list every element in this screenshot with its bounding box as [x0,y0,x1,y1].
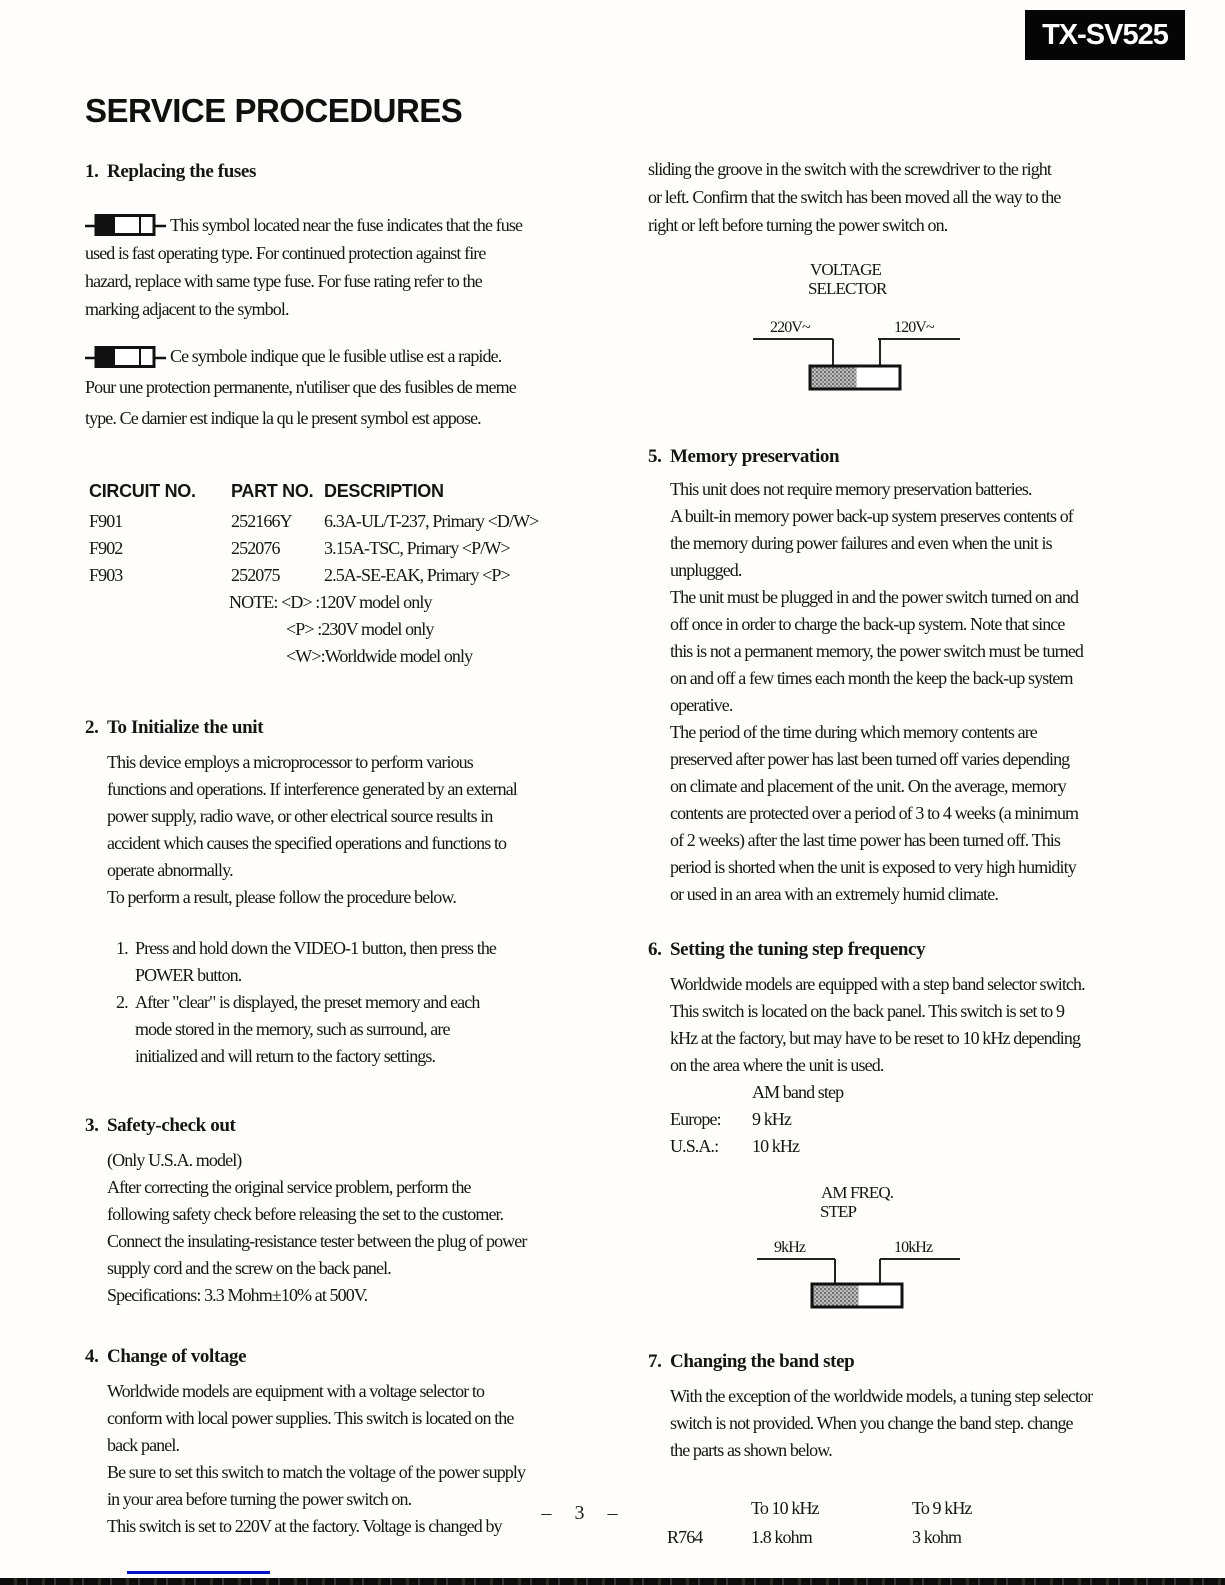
section-number: 2. [85,717,99,738]
figure-title-line1: VOLTAGE [810,260,882,279]
body-line: Be sure to set this switch to match the voltage of the power supply [107,1462,526,1482]
part-value: 3 kohm [912,1527,962,1547]
body-line: conform with local power supplies. This switch is located on the [107,1408,514,1428]
list-number: 2. [116,992,128,1012]
region-label: U.S.A.: [670,1136,719,1156]
part-no: 252075 [231,565,280,585]
body-line: right or left before turning the power switch on. [648,215,948,235]
am-band-step-label: AM band step [752,1082,844,1102]
body-line: operate abnormally. [107,860,233,880]
body-line: in your area before turning the power switch on. [107,1489,412,1509]
region-label: Europe: [670,1109,721,1129]
body-line: The unit must be plugged in and the power switch turned on and [670,587,1079,607]
section-title: Replacing the fuses [107,161,257,182]
body-line: this is not a permanent memory, the power switch must be turned [670,641,1084,661]
section-6-body [670,971,1113,1160]
section-number: 6. [648,939,662,960]
body-line: off once in order to charge the back-up system. Note that since [670,614,1065,634]
section-number: 4. [85,1346,99,1367]
column-header: DESCRIPTION [324,481,444,501]
left-switch-label: 220V~ [770,319,810,336]
body-line: power supply, radio wave, or other electrical source results in [107,806,493,826]
fuse-symbol-icon [85,212,167,238]
table-row [89,535,568,562]
body-line: kHz at the factory, but may have to be reset to 10 kHz depending [670,1028,1081,1048]
fuse-paragraph-fr [85,341,568,434]
footer-blue-line [127,1571,270,1574]
body-line: (Only U.S.A. model) [107,1150,242,1170]
switch-knob [812,368,857,388]
body-line: switch is not provided. When you change the band step. change [670,1413,1073,1433]
step-value: 9 kHz [752,1109,791,1129]
section-5-body [670,476,1113,908]
table-row [89,508,568,535]
body-line: on climate and placement of the unit. On the average, memory [670,776,1066,796]
section-1-heading [85,158,568,185]
list-number: 1. [116,938,128,958]
body-line: Specifications: 3.3 Mohm±10% at 500V. [107,1285,368,1305]
section-title: Changing the band step [670,1351,855,1372]
section-title: Setting the tuning step frequency [670,939,926,960]
body-line: period is shorted when the unit is exposed to very high humidity [670,857,1076,877]
section-title: To Initialize the unit [107,717,264,738]
description: 3.15A-TSC, Primary <P/W> [324,538,510,558]
body-line: Ce symbole indique que le fusible utlise est a rapide. [170,346,502,366]
section-number: 5. [648,446,662,467]
right-switch-label: 10kHz [894,1239,933,1256]
body-line: of 2 weeks) after the last time power has been turned off. This [670,830,1060,850]
model-badge: TX-SV525 [1025,10,1185,60]
body-line: or left. Confirm that the switch has been moved all the way to the [648,187,1061,207]
figure-title-line2: STEP [820,1202,857,1221]
description: 2.5A-SE-EAK, Primary <P> [324,565,510,585]
circuit-no: F903 [89,565,123,585]
circuit-no: F902 [89,538,123,558]
body-line: This switch is located on the back panel. This switch is set to 9 [670,1001,1065,1021]
section-3-heading [85,1112,568,1139]
body-line: preserved after power has last been turned off varies depending [670,749,1070,769]
body-line: Worldwide models are equipment with a voltage selector to [107,1381,485,1401]
page-title: SERVICE PROCEDURES [85,92,463,129]
note-line: <P> :230V model only [286,619,434,639]
body-line: initialized and will return to the factory settings. [135,1046,436,1066]
description: 6.3A-UL/T-237, Primary <D/W> [324,511,539,531]
body-line: Press and hold down the VIDEO-1 button, then press the [135,938,497,958]
section-title: Change of voltage [107,1346,247,1367]
part-no: 252166Y [231,511,292,531]
body-line: the memory during power failures and even when the unit is [670,533,1052,553]
body-line: This device employs a microprocessor to perform various [107,752,473,772]
part-ref: R764 [667,1527,703,1547]
section-7-heading [648,1348,1113,1375]
note-line: NOTE: <D> :120V model only [229,592,432,612]
column-header: CIRCUIT NO. [89,481,196,501]
section-number: 1. [85,161,99,182]
band-step-row [670,1133,1113,1160]
body-line: This symbol located near the fuse indicates that the fuse [170,215,523,235]
body-line: used is fast operating type. For continued protection against fire [85,243,486,263]
body-line: back panel. [107,1435,180,1455]
table-row [89,562,568,589]
section-5-heading [648,443,1113,470]
column-header: To 9 kHz [912,1498,972,1518]
voltage-selector-switch-figure [748,255,963,395]
section-6-heading [648,936,1113,963]
section-title: Safety-check out [107,1115,236,1136]
section-2-heading [85,714,568,741]
section-number: 7. [648,1351,662,1372]
section-title: Memory preservation [670,446,840,467]
body-line: type. Ce darnier est indique la qu le present symbol est appose. [85,408,481,428]
init-procedure-list [116,935,568,1070]
body-line: marking adjacent to the symbol. [85,299,289,319]
body-line: This unit does not require memory preservation batteries. [670,479,1032,499]
table-row [667,1523,1113,1552]
column-header: PART NO. [231,481,314,501]
body-line: With the exception of the worldwide models, a tuning step selector [670,1386,1093,1406]
figure-title-line1: AM FREQ. [821,1183,894,1202]
body-line: The period of the time during which memory contents are [670,722,1037,742]
section-number: 3. [85,1115,99,1136]
body-line: This switch is set to 220V at the factory. Voltage is changed by [107,1516,502,1536]
body-line: mode stored in the memory, such as surround, are [135,1019,450,1039]
left-switch-label: 9kHz [774,1239,806,1256]
body-line: A built-in memory power back-up system preserves contents of [670,506,1073,526]
part-value: 1.8 kohm [751,1527,812,1547]
body-line: Connect the insulating-resistance tester between the plug of power [107,1231,527,1251]
fuse-parts-table [89,478,568,670]
section-3-body [107,1147,568,1309]
list-item [116,935,568,989]
table-notes [229,589,568,670]
body-line: After correcting the original service problem, perform the [107,1177,471,1197]
right-column [648,155,1113,1552]
body-line: hazard, replace with same type fuse. For fuse rating refer to the [85,271,482,291]
step-value: 10 kHz [752,1136,800,1156]
am-freq-step-switch-figure [748,1180,963,1315]
table-header-row [89,478,568,508]
body-line: functions and operations. If interference generated by an external [107,779,517,799]
body-line: unplugged. [670,560,742,580]
body-line: After "clear" is displayed, the preset memory and each [135,992,480,1012]
body-line: sliding the groove in the switch with the screwdriver to the right [648,159,1052,179]
circuit-no: F901 [89,511,123,531]
page-number: – 3 – [541,1502,619,1524]
body-line: contents are protected over a period of 3 to 4 weeks (a minimum [670,803,1079,823]
body-line: supply cord and the screw on the back panel. [107,1258,391,1278]
body-line: To perform a result, please follow the procedure below. [107,887,456,907]
part-no: 252076 [231,538,280,558]
note-line: <W>:Worldwide model only [286,646,473,666]
body-line: or used in an area with an extremely humid climate. [670,884,998,904]
list-item [116,989,568,1070]
body-line: following safety check before releasing the set to the customer. [107,1204,504,1224]
body-line: POWER button. [135,965,242,985]
page-bottom-edge [0,1578,1225,1585]
body-line: accident which causes the specified operations and functions to [107,833,507,853]
left-column [85,158,568,1540]
band-step-row [670,1106,1113,1133]
body-line: Pour une protection permanente, n'utiliser que des fusibles de meme [85,377,516,397]
section-4-heading [85,1343,568,1370]
section-2-body [107,749,568,911]
body-line: the parts as shown below. [670,1440,832,1460]
fuse-symbol-icon [85,344,167,370]
right-switch-label: 120V~ [894,319,934,336]
voltage-intro-paragraph [648,155,1113,239]
column-header: To 10 kHz [751,1498,819,1518]
switch-knob [814,1286,859,1306]
body-line: on the area where the unit is used. [670,1055,884,1075]
figure-title-line2: SELECTOR [808,279,887,298]
body-line: Worldwide models are equipped with a step band selector switch. [670,974,1085,994]
fuse-paragraph-en [85,211,568,323]
body-line: operative. [670,695,733,715]
body-line: on and off a few times each month the keep the back-up system [670,668,1073,688]
section-7-body [670,1383,1113,1464]
